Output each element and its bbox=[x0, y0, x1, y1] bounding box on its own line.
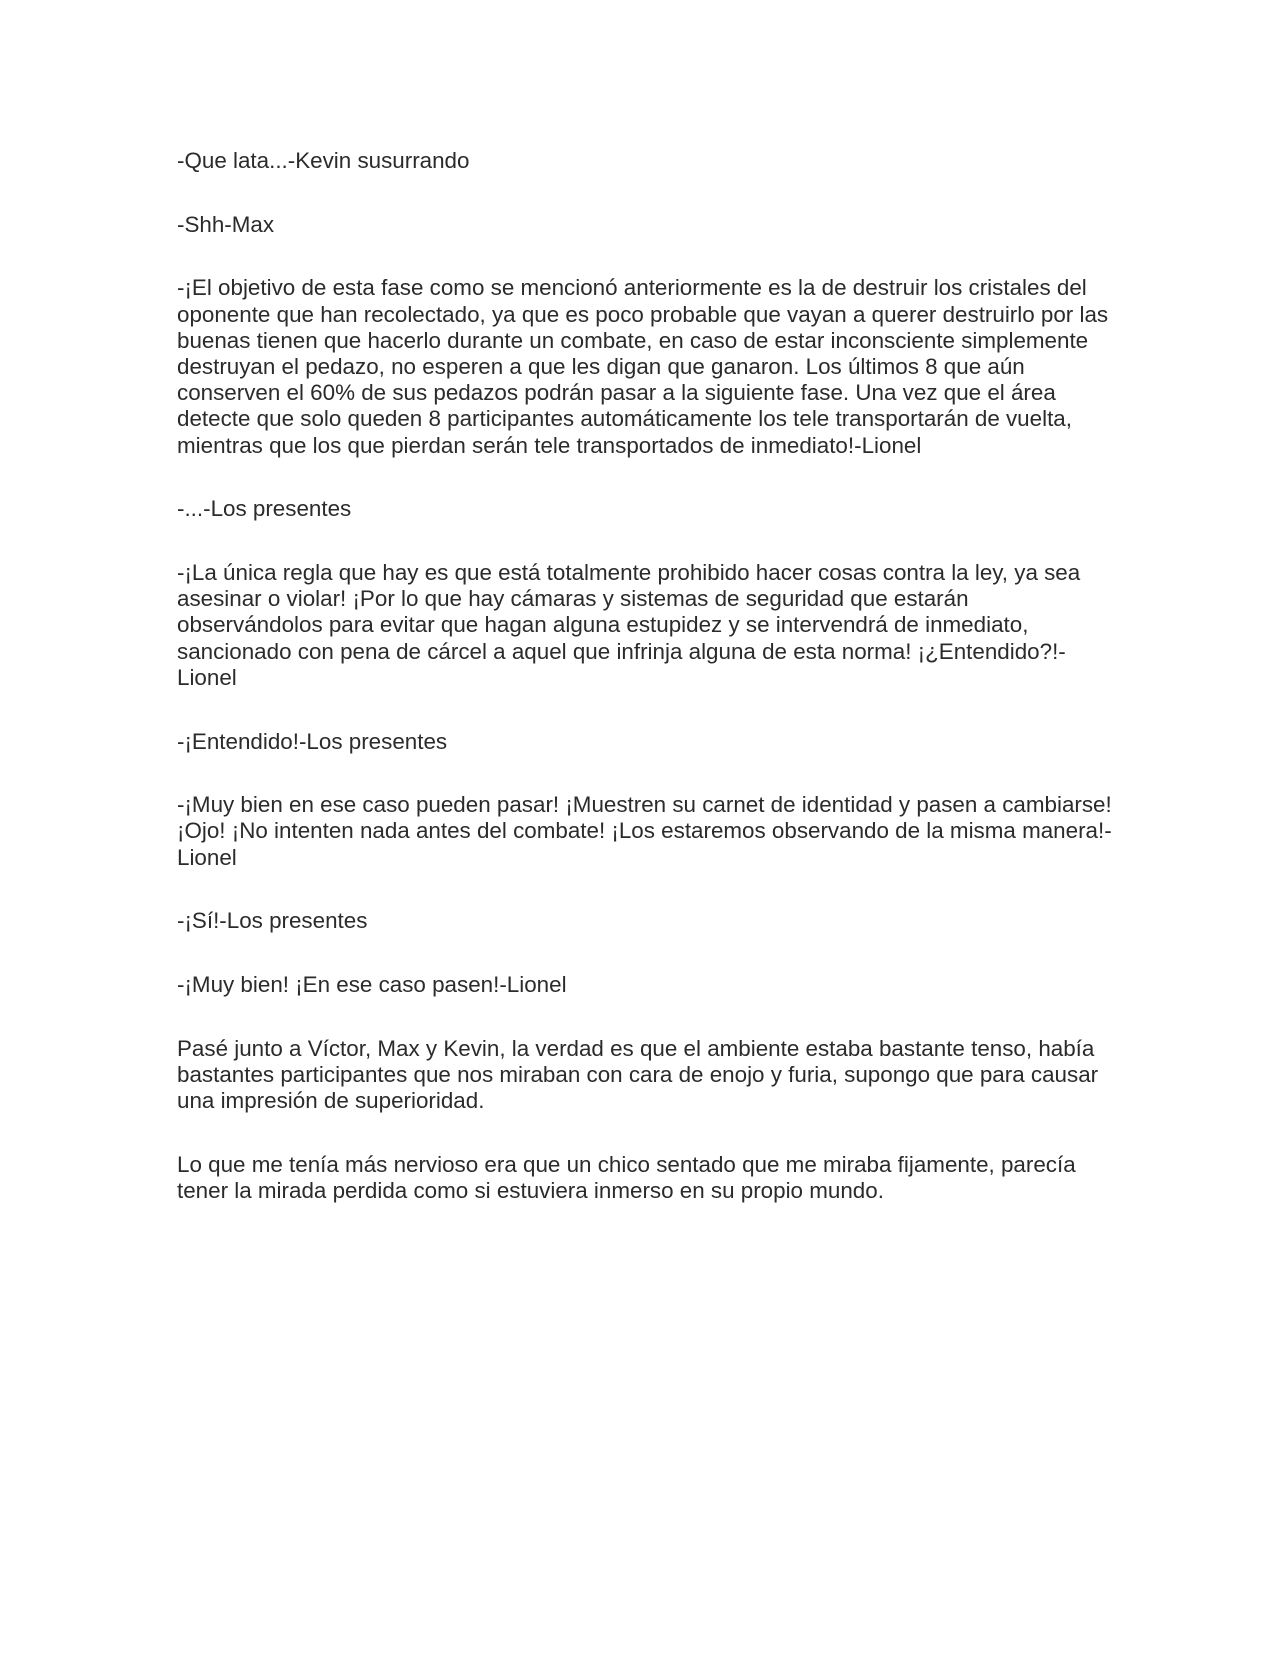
paragraph: -Que lata...-Kevin susurrando bbox=[177, 148, 470, 173]
paragraph: Lo que me tenía más nervioso era que un chico sentado que me miraba fijamente, parecía tener la mirada perdida como si estuviera inmerso en su propio mundo. bbox=[177, 1151, 1076, 1204]
paragraph: -¡Entendido!-Los presentes bbox=[177, 728, 448, 754]
paragraph: -¡Muy bien! ¡En ese caso pasen!-Lionel bbox=[177, 972, 567, 998]
paragraph: -¡La única regla que hay es que está totalmente prohibido hacer cosas contra la ley, ya sea asesinar o violar! ¡Por lo que hay cámaras y sistemas de seguridad que estarán observándolos para evitar que hagan alguna estupidez y se intervendrá de inmediato, sancionado con pena de cárcel a aquel que infrinja alguna de esta norma! ¡¿Entendido?!-Lionel bbox=[177, 560, 1081, 690]
paragraph: -¡El objetivo de esta fase como se mencionó anteriormente es la de destruir los cristales del oponente que han recolectado, ya que es poco probable que vayan a querer destruirlo por las buenas tienen que hacerlo durante un combate, en caso de estar inconsciente simplemente destruyan el pedazo, no esperen a que les digan que ganaron. Los últimos 8 que aún conserven el 60% de sus pedazos podrán pasar a la siguiente fase. Una vez que el área detecte que solo queden 8 participantes automáticamente los tele transportarán de vuelta, mientras que los que pierdan serán tele transportados de inmediato!-Lionel bbox=[177, 275, 1109, 458]
paragraph: Pasé junto a Víctor, Max y Kevin, la verdad es que el ambiente estaba bastante tenso, había bastantes participantes que nos miraban con cara de enojo y furia, supongo que para causar una impresión de superioridad. bbox=[177, 1035, 1099, 1114]
document-body bbox=[177, 148, 1117, 1242]
paragraph: -Shh-Max bbox=[177, 211, 275, 237]
paragraph: -¡Muy bien en ese caso pueden pasar! ¡Muestren su carnet de identidad y pasen a cambiarse! ¡Ojo! ¡No intenten nada antes del combate! ¡Los estaremos observando de la misma manera!-Lionel bbox=[177, 792, 1112, 870]
paragraph: -¡Sí!-Los presentes bbox=[177, 908, 368, 934]
paragraph: -...-Los presentes bbox=[177, 496, 352, 522]
